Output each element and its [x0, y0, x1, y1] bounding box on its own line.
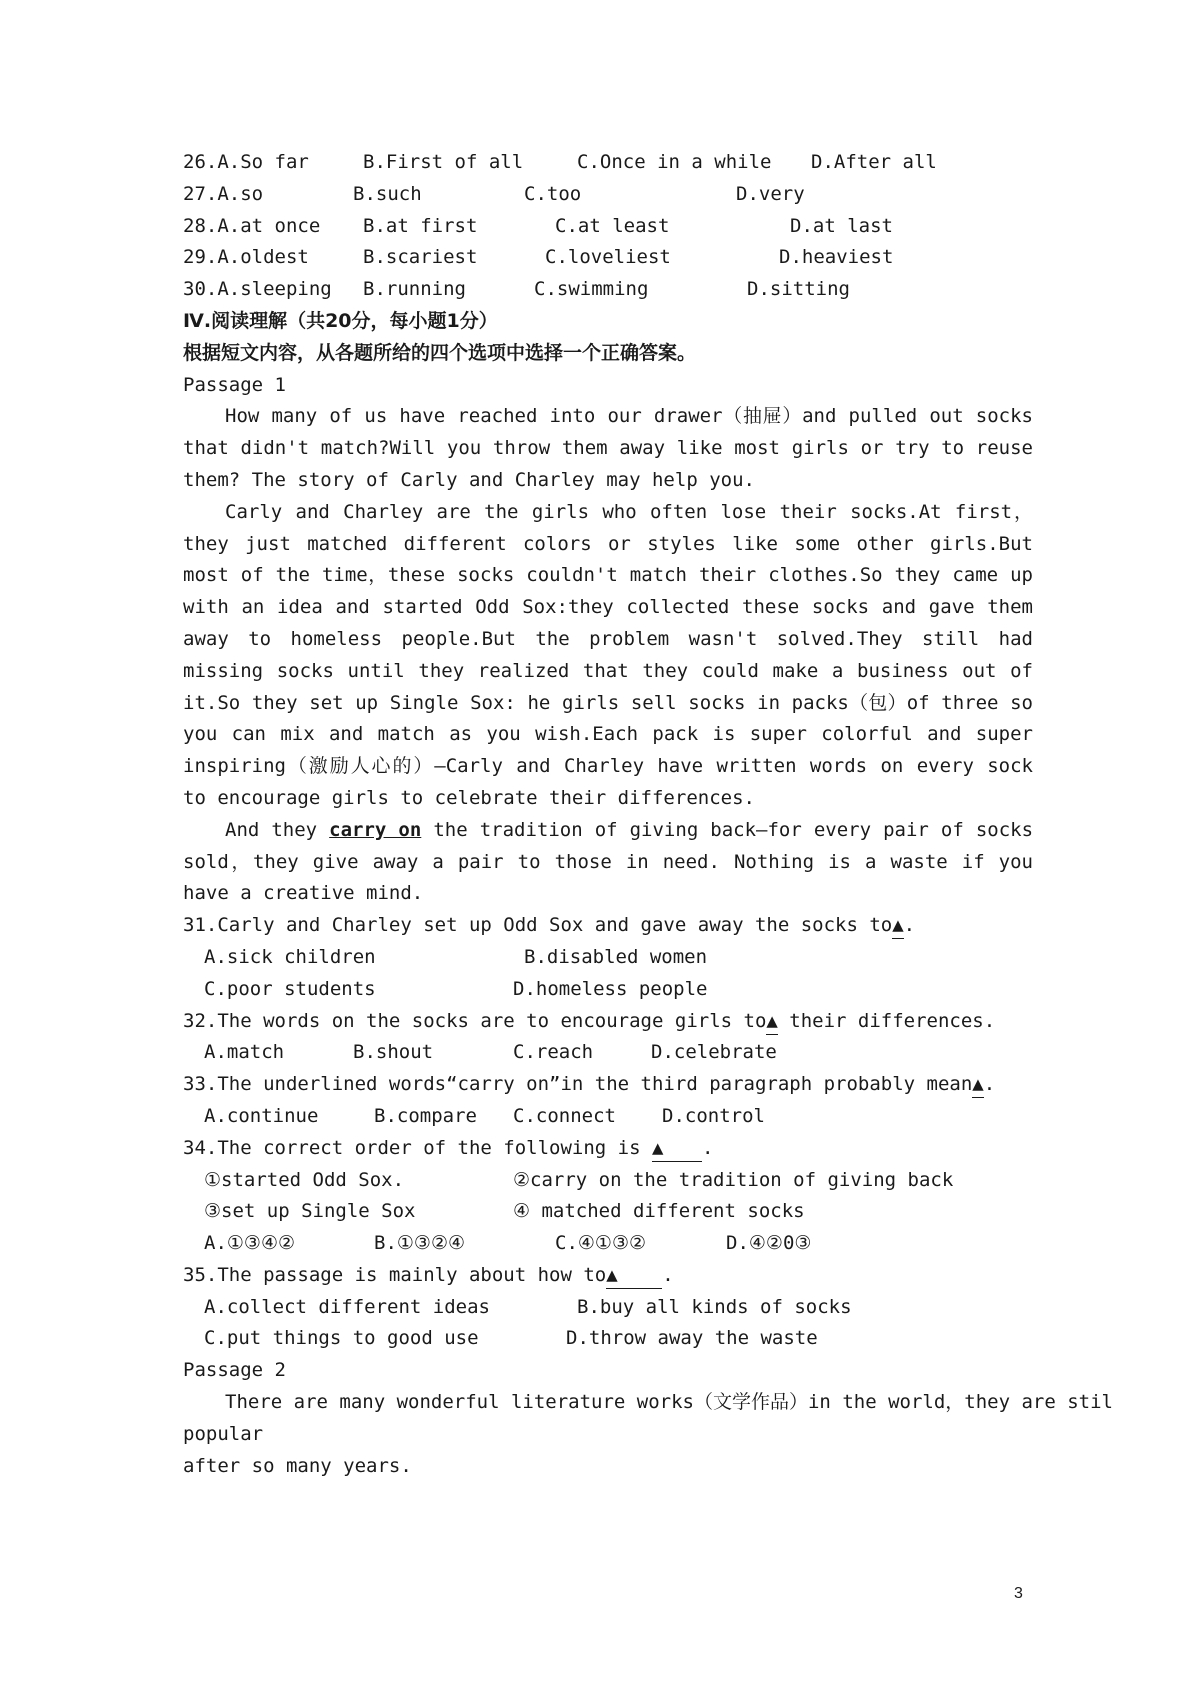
answer-blank: ▲: [652, 1135, 702, 1162]
option-a: A.sick children: [204, 945, 376, 968]
option-a: A.①③④②: [204, 1232, 296, 1255]
section-title: Ⅳ.阅读理解（共20分，每小题1分）: [183, 309, 498, 332]
option-d: D.After all: [811, 151, 937, 173]
question-end: .: [702, 1136, 714, 1159]
passage-2-line-3: after so many years.: [183, 1454, 412, 1477]
question-34-options: [183, 1228, 1033, 1260]
paragraph-text: And they: [225, 818, 330, 841]
section-instruction: 根据短文内容，从各题所给的四个选项中选择一个正确答案。: [183, 341, 697, 364]
option-c: C.put things to good use: [204, 1327, 479, 1350]
page-content: [183, 147, 1113, 1482]
question-stem: 32.The words on the socks are to encourage girls to: [183, 1009, 767, 1032]
question-stem: 33.The underlined words“carry on”in the third paragraph probably mean: [183, 1073, 973, 1096]
page-number: 3: [1014, 1585, 1023, 1602]
option-c: C.connect: [513, 1104, 616, 1127]
passage-2-line-1: There are many wonderful literature works（文学作品）in the world，they are stil: [225, 1391, 1113, 1414]
question-end: their differences.: [777, 1009, 996, 1032]
question-stem: 31.Carly and Charley set up Odd Sox and gave away the socks to: [183, 914, 893, 937]
item-4: ④ matched different socks: [513, 1200, 805, 1223]
passage-2-line-2: popular: [183, 1422, 264, 1445]
option-row-26: [183, 147, 1033, 179]
option-row-30: [183, 274, 1033, 306]
option-d: D.heaviest: [779, 246, 894, 269]
option-d: D.very: [736, 182, 805, 205]
option-b: B.①③②④: [374, 1232, 466, 1255]
option-d: D.control: [662, 1104, 765, 1127]
option-c: C.Once in a while: [577, 151, 772, 173]
question-35-options-ab: [183, 1292, 1033, 1324]
option-d: D.at last: [790, 214, 893, 237]
question-end: .: [983, 1073, 996, 1096]
underlined-phrase: carry on: [329, 818, 422, 841]
answer-blank: ▲: [892, 912, 903, 939]
option-a: A.match: [204, 1041, 285, 1064]
option-a: 29.A.oldest: [183, 246, 309, 269]
option-d: D.homeless people: [513, 977, 708, 1000]
option-a: 28.A.at once: [183, 214, 321, 237]
passage-1-paragraph-2: Carly and Charley are the girls who often lose their socks.At first，they just matched different colors or styles like some other girls.But most of the time，these socks couldn't match their clothes.So they came up with an idea and started Odd Sox:they collected these socks and gave them away to homeless people.But the problem wasn't solved.They still had missing socks until they realized that they could make a business out of it.So they set up Single Sox: he girls sell socks in packs（包）of three so you can mix and match as you wish.Each pack is super colorful and super inspiring（激励人心的）—Carly and Charley have written words on every sock to encourage girls to celebrate their differences.: [183, 500, 1033, 809]
question-34: [183, 1133, 1033, 1165]
paragraph-text: the tradition of giving back—for every pair of socks sold，they give away a pair to those in need. Nothing is a waste if you have a creative mind.: [183, 818, 1034, 905]
option-c: C.at least: [555, 214, 670, 237]
option-a: A.collect different ideas: [204, 1295, 490, 1318]
option-a: 30.A.sleeping: [183, 278, 332, 301]
option-c: C.④①③②: [555, 1232, 647, 1255]
passage-1-paragraph-1: How many of us have reached into our drawer（抽屉）and pulled out socks that didn't match?Will you throw them away like most girls or try to reuse them? The story of Carly and Charley may help you.: [183, 405, 1033, 491]
answer-blank: ▲: [972, 1071, 983, 1098]
option-c: C.poor students: [204, 977, 376, 1000]
option-c: C.loveliest: [545, 246, 671, 269]
option-d: D.celebrate: [651, 1041, 777, 1064]
option-b: B.scariest: [363, 246, 478, 269]
question-35: [183, 1260, 1033, 1292]
question-31: [183, 910, 1033, 942]
option-a: A.continue: [204, 1104, 319, 1127]
question-end: .: [662, 1263, 674, 1286]
option-c: C.reach: [513, 1041, 594, 1064]
answer-blank: ▲: [606, 1262, 662, 1289]
question-33-options: [183, 1101, 1033, 1133]
question-34-items-12: [183, 1165, 1033, 1197]
question-35-options-cd: [183, 1323, 1033, 1355]
option-a: 26.A.So far: [183, 151, 309, 173]
question-32-options: [183, 1037, 1033, 1069]
option-c: C.too: [524, 182, 582, 205]
question-end: .: [903, 914, 916, 937]
option-d: D.sitting: [747, 278, 850, 301]
option-b: B.compare: [374, 1104, 477, 1127]
option-d: D.throw away the waste: [566, 1327, 818, 1350]
passage-1-paragraph-3: [183, 815, 1033, 910]
question-32: [183, 1006, 1033, 1038]
option-b: B.at first: [363, 214, 478, 237]
option-b: B.buy all kinds of socks: [577, 1295, 852, 1318]
option-b: B.shout: [353, 1041, 434, 1064]
passage-2-title: Passage 2: [183, 1359, 286, 1382]
passage-1-title: Passage 1: [183, 373, 286, 396]
item-1: ①started Odd Sox.: [204, 1168, 405, 1191]
option-a: 27.A.so: [183, 182, 264, 205]
option-row-28: [183, 211, 1033, 243]
option-d: D.④②0③: [726, 1232, 812, 1255]
option-row-27: [183, 179, 1033, 211]
question-34-items-34: [183, 1196, 1033, 1228]
option-row-29: [183, 242, 1033, 274]
option-b: B.running: [363, 278, 466, 301]
option-b: B.First of all: [363, 151, 524, 173]
option-b: B.disabled women: [524, 945, 708, 968]
item-2: ②carry on the tradition of giving back: [513, 1168, 954, 1191]
question-31-options-ab: [183, 942, 1033, 974]
question-stem: 34.The correct order of the following is: [183, 1136, 652, 1159]
question-33: [183, 1069, 1033, 1101]
answer-blank: ▲: [766, 1008, 777, 1035]
item-3: ③set up Single Sox: [204, 1200, 416, 1223]
option-b: B.such: [353, 182, 422, 205]
option-c: C.swimming: [534, 278, 649, 301]
question-31-options-cd: [183, 974, 1033, 1006]
question-stem: 35.The passage is mainly about how to: [183, 1263, 607, 1286]
